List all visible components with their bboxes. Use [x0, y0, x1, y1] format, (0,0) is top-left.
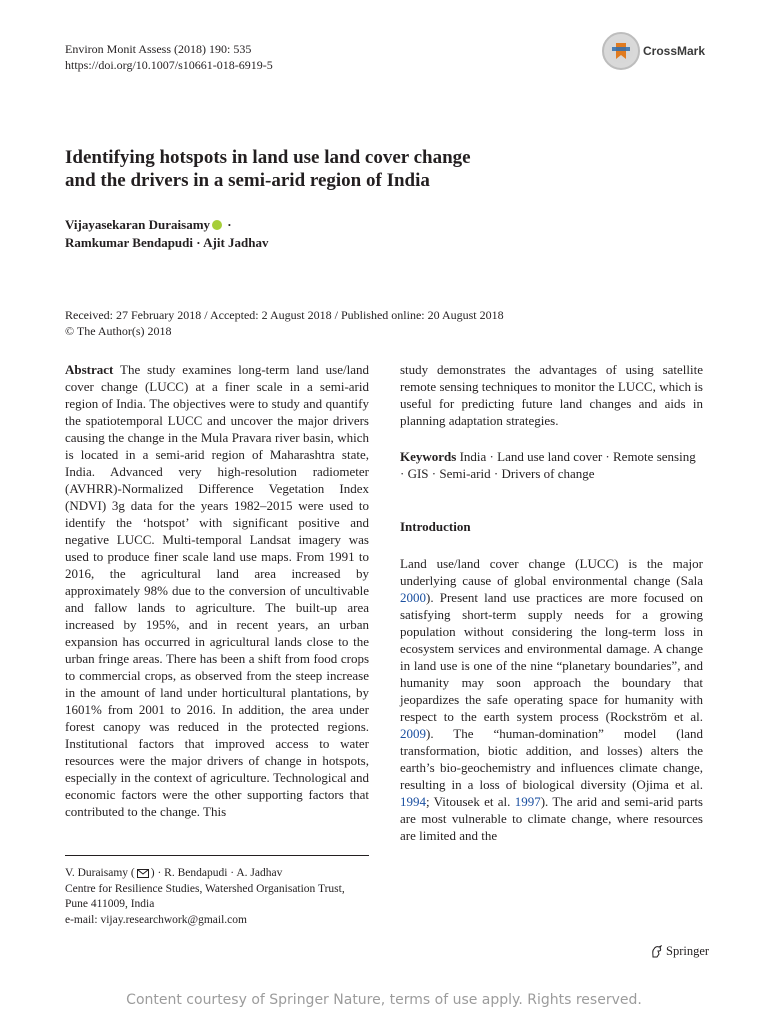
intro-text-3: ). The “human-domination” model (land transformation, biotic addition, and losses) alters the earth’s bio-geochemistry and influences climate change, resulting in a loss of biological diversity (Ojima et al. — [400, 726, 703, 792]
intro-text-5: ). The arid and semi-arid parts are most vulnerable to climate change, where resources are limited and the — [400, 794, 703, 843]
citation-link-ojima[interactable]: 1994 — [400, 794, 426, 809]
author-footnote — [65, 866, 369, 928]
journal-citation: Environ Monit Assess (2018) 190: 535 — [65, 42, 252, 56]
author-duraisamy[interactable]: Vijayasekaran Duraisamy — [65, 217, 211, 232]
abstract-continued: study demonstrates the advantages of using satellite remote sensing techniques to monitor the LUCC, which is useful for predicting future land changes and aids in planning adaptation strategies. — [400, 362, 703, 428]
intro-text-4: ; Vitousek et al. — [426, 794, 515, 809]
abstract-column — [65, 361, 369, 820]
publication-dates — [65, 307, 504, 339]
article-title — [65, 146, 585, 192]
publisher-name: Springer — [666, 944, 710, 958]
footnote-authors: V. Duraisamy ( ) · R. Bendapudi · A. Jadhav — [65, 867, 283, 879]
springer-logo — [650, 944, 709, 959]
introduction-paragraph — [400, 555, 703, 844]
abstract-paragraph — [65, 361, 369, 820]
keywords-text: India · Land use land cover · Remote sensing · GIS · Semi-arid · Drivers of change — [400, 449, 696, 481]
citation-link-vitousek[interactable]: 1997 — [514, 794, 541, 809]
footnote-other-authors: · R. Bendapudi · A. Jadhav — [154, 867, 283, 879]
intro-text-2: ). Present land use practices are more focused on satisfying short-term supply needs for a growing population without considering the long-term loss in ecosystem services and environmental damage. A change in land use is one of the nine “planetary boundaries”, and humanity may soon approach the boundary that jeopardizes the safe operating space for humanity with respect to the earth system process (Rockström et al. — [400, 590, 703, 724]
intro-text-1: Land use/land cover change (LUCC) is the major underlying cause of global environmental change (Sala — [400, 556, 703, 588]
keywords-paragraph — [400, 448, 703, 482]
citation-link-rockstrom[interactable]: 2009 — [400, 726, 426, 741]
springer-horse-icon — [650, 945, 663, 958]
title-line-1: Identifying hotspots in land use land cover change — [65, 147, 471, 168]
crossmark-label: CrossMark — [643, 44, 706, 58]
copyright-line: © The Author(s) 2018 — [65, 324, 172, 338]
abstract-text: The study examines long-term land use/land cover change (LUCC) at a finer scale in a semi-arid region of India. The objectives were to study and quantify the spatiotemporal LUCC and uncover the major drivers causing the change in the Mula Pravara river basin, which is located in a semi-arid region of Maharashtra state, India. Advanced very high-resolution radiometer (AVHRR)-Normalized Difference Vegetation Index (NDVI) 3g data for the years 1982–2015 were used to identify the ‘hotspot’ with significant positive and negative LUCC. Multi-temporal Landsat imagery was used to produce finer scale land use maps. From 1991 to 2016, the agricultural land area increased by approximately 98% due to the conversion of uncultivable and fallow lands to agriculture. The built-up area increased by 195%, and in recent years, an urban expansion has occurred in agricultural lands close to the urban fringe areas. There has been a shift from food crops to commercial crops, as observed from the steep increase in the amount of land under horticultural plantations, by 1601% from 2001 to 2016. In addition, the area under forest canopy was reduced in the protected regions. Institutional factors that improved access to water resources were the major drivers of change in hotspots, especially in the context of agriculture. Technological and economic factors were the other supporting factors that contributed to the change. This — [65, 362, 369, 819]
envelope-icon[interactable] — [137, 869, 149, 878]
orcid-icon[interactable] — [212, 220, 222, 230]
journal-meta — [65, 41, 273, 73]
title-line-2: and the drivers in a semi-arid region of India — [65, 170, 430, 191]
footnote-divider — [65, 855, 369, 856]
footnote-author-duraisamy: V. Duraisamy — [65, 867, 131, 879]
right-column — [400, 361, 703, 844]
abstract-heading: Abstract — [65, 362, 114, 377]
keywords-heading: Keywords — [400, 449, 457, 464]
footnote-affiliation-2: Pune 411009, India — [65, 898, 155, 910]
doi-link[interactable]: https://doi.org/10.1007/s10661-018-6919-5 — [65, 58, 273, 72]
courtesy-watermark: Content courtesy of Springer Nature, terms of use apply. Rights reserved. — [126, 992, 642, 1008]
author-separator: · — [224, 217, 232, 232]
introduction-heading: Introduction — [400, 519, 471, 534]
crossmark-button[interactable] — [602, 32, 705, 70]
footnote-affiliation-1: Centre for Resilience Studies, Watershed Organisation Trust, — [65, 882, 345, 895]
author-list — [65, 216, 268, 252]
footnote-email[interactable]: e-mail: vijay.researchwork@gmail.com — [65, 913, 247, 926]
crossmark-icon — [602, 32, 640, 70]
dates-line: Received: 27 February 2018 / Accepted: 2 August 2018 / Published online: 20 August 2018 — [65, 308, 504, 322]
authors-line-2: Ramkumar Bendapudi · Ajit Jadhav — [65, 235, 269, 250]
citation-link-sala[interactable]: 2000 — [400, 590, 426, 605]
